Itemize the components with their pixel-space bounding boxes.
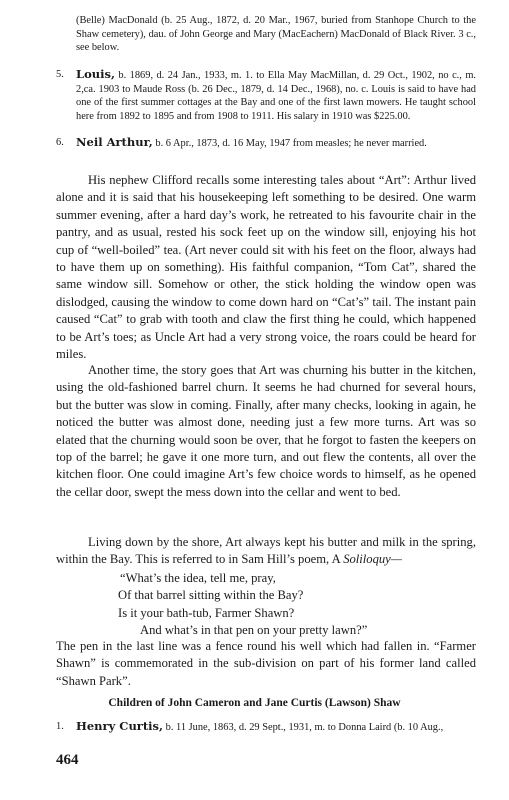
story-paragraph-3: Living down by the shore, Art always kept his butter and milk in the spring, within the Bay. This is referred to in Sam Hill’s poem, A Soliloquy— xyxy=(56,535,476,567)
entry-name: Henry Curtis, xyxy=(76,719,164,733)
genealogy-entry-6 xyxy=(56,136,476,151)
entry-text: b. 11 June, 1863, d. 29 Sept., 1931, m. to Donna Laird (b. 10 Aug., xyxy=(163,722,444,733)
poem-title: Soliloquy— xyxy=(343,552,402,567)
entry-text: b. 6 Apr., 1873, d. 16 May, 1947 from measles; he never married. xyxy=(152,138,427,149)
story-paragraph-4: The pen in the last line was a fence round his well which had fallen in. “Farmer Shawn” is commemorated in the sub-division on part of his former land called “Shawn Park”. xyxy=(56,639,476,688)
story-paragraph-1: His nephew Clifford recalls some interesting tales about “Art”: Arthur lived alone and it is said that his housekeeping left something to be desired. One warm summer evening, after a hard day’s work, he retreated to his favourite chair in the pantry, and as usual, rested his sock feet up on the window sill, enjoying his hot cup of “well-boiled” tea. (Art never could sit with his feet on the floor, always had to have them up on something). His faithful companion, “Tom Cat”, shared the same window sill. Somehow or other, the stick holding the window open was dislodged, causing the window to come down hard on “Cat’s” tail. The instant pain caused “Cat” to grab with tooth and claw the first thing he could, which happened to be Art’s toes; as Uncle Art had a very strong voice, the roars could be heard for miles. xyxy=(56,173,476,362)
entry-continuation: (Belle) MacDonald (b. 25 Aug., 1872, d. 20 Mar., 1967, buried from Stanhope Church to the Shaw cemetery), dau. of John George and Mary (MacEachern) MacDonald of Black River. 3 c., see below. xyxy=(76,15,476,54)
story-paragraph-2: Another time, the story goes that Art was churning his butter in the kitchen, using the old-fashioned barrel churn. It seems he had churned for several hours, but the butter was slow in coming. Finally, after many checks, looking in again, he noticed the butter was almost done, needing just a few more turns. Art was so elated that the churning would soon be over, that he forgot to fasten the keepers on top of the barrel; he gave it one more turn, and out flew the contents, all over the kitchen floor. One could imagine Art’s few choice words to himself, as he opened the cellar door, swept the mess down into the cellar and went to bed. xyxy=(56,363,476,499)
poem-line: Of that barrel sitting within the Bay? xyxy=(118,588,304,603)
entry-number: 6. xyxy=(56,137,64,148)
entry-name: Neil Arthur, xyxy=(76,135,153,149)
poem-line: And what’s in that pen on your pretty lawn?” xyxy=(140,623,368,638)
poem-line: “What’s the idea, tell me, pray, xyxy=(120,571,276,585)
genealogy-entry-5 xyxy=(56,68,476,123)
poem-line: Is it your bath-tub, Farmer Shawn? xyxy=(118,605,295,620)
entry-number: 5. xyxy=(56,69,64,80)
entry-name: Louis, xyxy=(76,67,115,81)
entry-text: b. 1869, d. 24 Jan., 1933, m. 1. to Ella May MacMillan, d. 29 Oct., 1902, no c., m. 2,ca. 1903 to Maude Ross (b. 26 Dec., 1879, d. 14 Dec., 1968), no. c. Louis is said to have had one of the first summer cottages at the Bay and one of the first lawn mowers. He taught school here from 1892 to 1895 and from 1908 to 1911. His salary in 1910 was $225.00. xyxy=(76,70,476,122)
page-number: 464 xyxy=(56,752,79,768)
poem-soliloquy xyxy=(120,570,367,640)
entry-number: 1. xyxy=(56,721,64,732)
section-heading: Children of John Cameron and Jane Curtis (Lawson) Shaw xyxy=(108,697,401,709)
genealogy-entry-1 xyxy=(56,720,476,735)
